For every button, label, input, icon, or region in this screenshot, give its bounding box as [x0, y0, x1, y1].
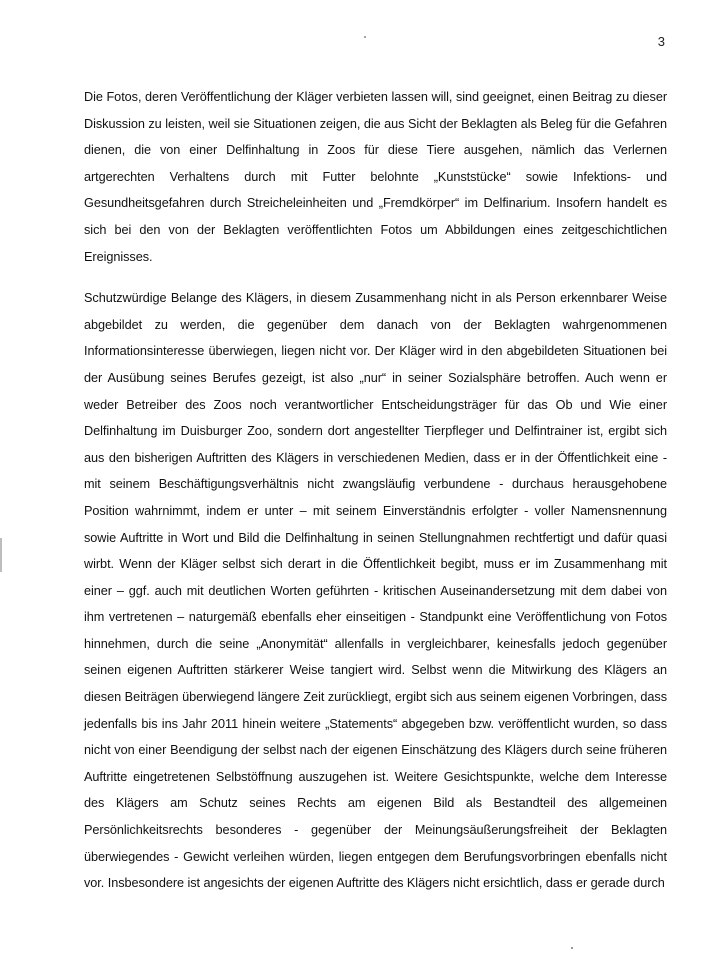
- page-number: 3: [657, 34, 665, 49]
- paragraph-1: Die Fotos, deren Veröffentlichung der Kläger verbieten lassen will, sind geeignet, einen Beitrag zu dieser Diskussion zu leisten, weil sie Situationen zeigen, die aus Sicht der Beklagten als Beleg für die Gefahren dienen, die von einer Delfinhaltung in Zoos für diese Tiere ausgehen, nämlich das Verlernen artgerechten Verhaltens durch mit Futter belohnte „Kunststücke“ sowie Infektions- und Gesundheitsgefahren durch Streicheleinheiten und „Fremdkörper“ im Delfinarium. Insofern handelt es sich bei den von der Beklagten veröffentlichten Fotos um Abbildungen eines zeitgeschichtlichen Ereignisses.: [84, 90, 667, 264]
- paragraph-2: Schutzwürdige Belange des Klägers, in diesem Zusammenhang nicht in als Person erkennbarer Weise abgebildet zu werden, die gegenüber dem danach von der Beklagten wahrgenommenen Informationsinteresse überwiegen, liegen nicht vor. Der Kläger wird in den abgebildeten Situationen bei der Ausübung seines Berufes gezeigt, ist also „nur“ in seiner Sozialsphäre betroffen. Auch wenn er weder Betreiber des Zoos noch verantwortlicher Entscheidungsträger für das Ob und Wie einer Delfinhaltung im Duisburger Zoo, sondern dort angestellter Tierpfleger und Delfintrainer ist, ergibt sich aus den bisherigen Auftritten des Klägers in verschiedenen Medien, dass er in der Öffentlichkeit eine - mit seinem Beschäftigungsverhältnis nicht zwangsläufig verbundene - durchaus herausgehobene Position wahrnimmt, indem er unter – mit seinem Einverständnis erfolgter - voller Namensnennung sowie Auftritte in Wort und Bild die Delfinhaltung in seinen Stellungnahmen rechtfertigt und dafür quasi wirbt. Wenn der Kläger selbst sich derart in die Öffentlichkeit begibt, muss er im Zusammenhang mit einer – ggf. auch mit deutlichen Worten geführten - kritischen Auseinandersetzung mit dem dabei von ihm vertretenen – naturgemäß ebenfalls eher einseitigen - Standpunkt eine Veröffentlichung von Fotos hinnehmen, durch die seine „Anonymität“ allenfalls in vergleichbarer, keinesfalls jedoch gegenüber seinen eigenen Auftritten stärkerer Weise tangiert wird. Selbst wenn die Mitwirkung des Klägers an diesen Beiträgen überwiegend längere Zeit zurückliegt, ergibt sich aus seinem eigenen Vorbringen, dass jedenfalls bis ins Jahr 2011 hinein weitere „Statements“ abgegeben bzw. veröffentlicht wurden, so dass nicht von einer Beendigung der selbst nach der eigenen Einschätzung des Klägers durch seine früheren Auftritte eingetretenen Selbstöffnung auszugehen ist. Weitere Gesichtspunkte, welche dem Interesse des Klägers am Schutz seines Rechts am eigenen Bild als Bestandteil des allgemeinen Persönlichkeitsrechts besonderes - gegenüber der Meinungsäußerungsfreiheit der Beklagten überwiegendes - Gewicht verleihen würden, liegen entgegen dem Berufungsvorbringen ebenfalls nicht vor. Insbesondere ist angesichts der eigenen Auftritte des Klägers nicht ersichtlich, dass er gerade durch: [84, 291, 667, 891]
- scan-speck-bottom: [571, 947, 573, 949]
- scan-speck: [364, 36, 366, 38]
- scan-edge-mark: [0, 538, 2, 572]
- body-text: [84, 84, 667, 897]
